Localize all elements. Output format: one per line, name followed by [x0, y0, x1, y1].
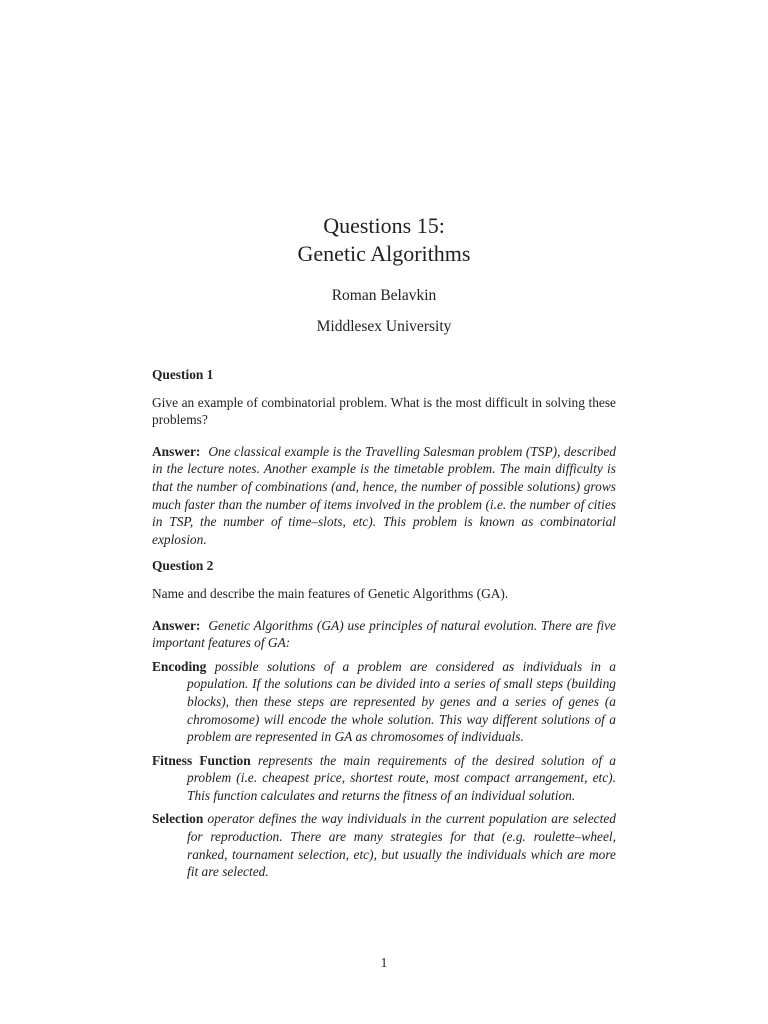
question-1-text: Give an example of combinatorial problem. What is the most difficult in solving these problems? — [152, 394, 616, 428]
question-2-answer — [152, 617, 616, 652]
page-number: 1 — [380, 955, 388, 970]
answer-label: Answer: — [152, 617, 201, 633]
feature-item-encoding — [152, 658, 616, 746]
feature-term: Selection — [152, 811, 204, 827]
title-block — [152, 212, 616, 268]
feature-term: Fitness Function — [152, 752, 251, 768]
feature-description: possible solutions of a problem are considered as individuals in a population. If the solutions can be divided into a series of small steps (building blocks), then these steps are represented by genes and a series of genes (a chromosome) will encode the whole solution. This way different solutions of a problem are represented in GA as chromosomes of individuals. — [187, 658, 616, 745]
answer-text: Genetic Algorithms (GA) use principles of natural evolution. There are five important features of GA: — [152, 617, 616, 651]
answer-text: One classical example is the Travelling Salesman problem (TSP), described in the lecture notes. Another example is the timetable problem. The main difficulty is that the number of combinations (and, hence, the number of possible solutions) grows much faster than the number of items involved in the problem (i.e. the number of cities in TSP, the number of time–slots, etc). This problem is known as combinatorial explosion. — [152, 443, 616, 547]
feature-description: operator defines the way individuals in the current population are selected for reproduction. There are many strategies for that (e.g. roulette–wheel, ranked, tournament selection, etc), but usually the individuals which are more fit are selected. — [187, 811, 616, 880]
author-name: Roman Belavkin — [331, 287, 437, 304]
feature-item-fitness-function — [152, 752, 616, 805]
feature-item-selection — [152, 810, 616, 880]
document-body — [152, 366, 616, 881]
question-1-answer — [152, 443, 616, 549]
answer-label: Answer: — [152, 443, 201, 459]
feature-term: Encoding — [152, 658, 207, 674]
document-page — [152, 0, 616, 1024]
title-line-2: Genetic Algorithms — [297, 241, 471, 266]
question-2-heading: Question 2 — [152, 558, 214, 574]
question-2-text: Name and describe the main features of Genetic Algorithms (GA). — [152, 585, 509, 601]
feature-description: represents the main requirements of the desired solution of a problem (i.e. cheapest price, shortest route, most compact arrangement, etc). This function calculates and returns the fitness of an individual solution. — [187, 752, 616, 803]
question-1-heading: Question 1 — [152, 367, 214, 382]
author-affiliation: Middlesex University — [316, 318, 452, 335]
title-line-1: Questions 15: — [323, 213, 445, 238]
